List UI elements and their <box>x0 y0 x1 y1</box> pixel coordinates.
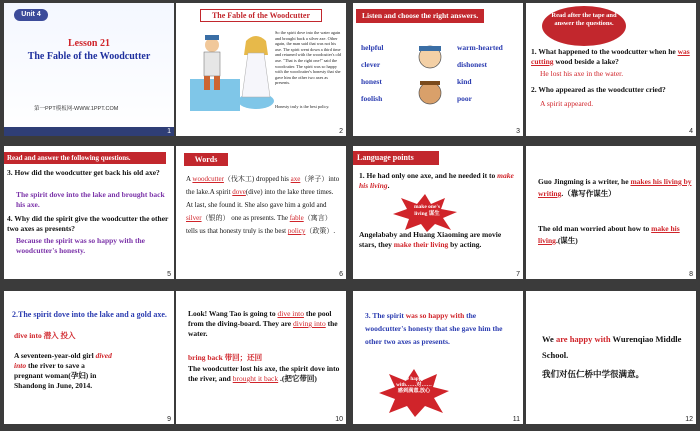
question-4: 4. Why did the spirit give the woodcutter the other two axes as presents? <box>7 214 169 233</box>
slide-header: Read and answer the following questions. <box>4 152 166 164</box>
slide-5[interactable] <box>4 146 174 279</box>
answer-option[interactable]: warm-hearted <box>457 43 503 52</box>
example-bring-back: The woodcutter lost his axe, the spirit dove into the river, and brought it back .(把它带回) <box>188 364 340 383</box>
slide-8[interactable] <box>526 146 696 279</box>
answer-option[interactable]: kind <box>457 77 472 86</box>
answer-3: The spirit dove into the lake and brought back his axe. <box>16 190 165 209</box>
point-1: 1. He had only one axe, and he needed it to make his living. <box>359 171 514 190</box>
story-text: So the spirit dove into the water again and brought back a silver axe. Other again, the man said that was not his axe. The spirit went down a third time and returned with the woodcutter's old axe. "That is the right one!" said the woodcutter. The spirit was so happy with the woodcutter's honesty that she gave him the other two axes as presents. <box>275 30 342 86</box>
answer-4: Because the spirit was so happy with the woodcutter's honesty. <box>16 236 145 255</box>
answer-list-left <box>361 43 384 104</box>
slide-number: 9 <box>167 416 171 423</box>
answer-option[interactable]: poor <box>457 94 472 103</box>
slide-header: Listen and choose the right answers. <box>356 9 484 23</box>
translation: 我们对伍仁桥中学很满意。 <box>542 369 645 379</box>
bring-back-meaning: bring back 带回；还回 <box>188 353 263 362</box>
site-credit: 第一PPT模板网-WWW.1PPT.COM <box>34 106 119 112</box>
slide-header: The Fable of the Woodcutter <box>200 9 322 22</box>
note-text: make one's living 谋生 <box>413 204 441 217</box>
moral-text: Honesty truly is the best policy. <box>275 104 330 109</box>
answer-option[interactable]: foolish <box>361 94 383 103</box>
slide-number: 8 <box>689 271 693 278</box>
slide-number: 7 <box>516 271 520 278</box>
words-paragraph: A woodcutter（伐木工) dropped his axe（斧子）into the lake.A spirit dove(dive) into the lake three times. At last, she found it. She also gave him a gold and silver（银的） one as presents. The fable（寓言）tells us that honesty truly is the best policy（政策）. <box>186 175 340 235</box>
slide-header: Language points <box>353 151 439 165</box>
lesson-title: Lesson 21 <box>68 38 110 49</box>
slide-number: 5 <box>167 271 171 278</box>
answer-option[interactable]: clever <box>361 60 381 69</box>
slide-9[interactable] <box>4 291 174 424</box>
slide-10[interactable] <box>176 291 346 424</box>
unit-badge: Unit 4 <box>14 9 48 21</box>
note-text: be happy with……对……感到满意,放心 <box>396 376 432 395</box>
slide-header: Words <box>184 153 228 166</box>
slide-number: 4 <box>689 128 693 135</box>
answer-list-right <box>457 43 503 104</box>
slide-number: 10 <box>335 416 343 423</box>
slide-3[interactable] <box>353 3 523 136</box>
slide-number: 11 <box>512 416 520 423</box>
slide-number: 1 <box>167 128 171 135</box>
character-faces-icon <box>409 43 451 113</box>
answer-option[interactable]: helpful <box>361 43 384 52</box>
question-1: 1. What happened to the woodcutter when he was cutting wood beside a lake? <box>531 47 690 66</box>
slide-number: 3 <box>516 128 520 135</box>
slide-header: Read after the tape and answer the questions. <box>542 6 626 46</box>
slide-12[interactable] <box>526 291 696 424</box>
spirit-illustration <box>236 31 276 111</box>
point-3: 3. The spirit was so happy with the woodcutter's honesty that she gave him the other two axes as presents. <box>365 311 503 346</box>
point-2: 2.The spirit dove into the lake and a gold axe. <box>12 310 167 319</box>
slide-11[interactable] <box>353 291 523 424</box>
sentence-2: The old man worried about how to make his living.(谋生) <box>538 224 680 245</box>
slide-7[interactable] <box>353 146 523 279</box>
woodcutter-illustration <box>190 31 240 111</box>
answer-option[interactable]: honest <box>361 77 382 86</box>
answer-1: He lost his axe in the water. <box>540 69 624 78</box>
slide-number: 6 <box>339 271 343 278</box>
answer-option[interactable]: dishonest <box>457 60 488 69</box>
footer-bar <box>4 127 174 136</box>
slide-2[interactable] <box>176 3 346 136</box>
answer-2: A spirit appeared. <box>540 99 594 108</box>
slide-6[interactable] <box>176 146 346 279</box>
example-dive: Look! Wang Tao is going to dive into the pool from the diving-board. They are diving into the water. <box>188 309 338 338</box>
question-2: 2. Who appeared as the woodcutter cried? <box>531 85 666 94</box>
question-3: 3. How did the woodcutter get back his old axe? <box>7 168 160 177</box>
example-1: Angelababy and Huang Xiaoming are movie stars, they make their living by acting. <box>359 230 502 249</box>
example-happy-with: We are happy with Wurenqiao Middle School. <box>542 334 682 360</box>
slide-number: 12 <box>685 416 693 423</box>
sentence-1: Guo Jingming is a writer, he makes his living by writing.（靠写作谋生） <box>538 177 692 198</box>
fable-title: The Fable of the Woodcutter <box>27 51 151 62</box>
slide-number: 2 <box>339 128 343 135</box>
point-2-meaning: dive into 潜入 投入 <box>14 331 76 340</box>
slide-4[interactable] <box>526 3 696 136</box>
example-text: A seventeen-year-old girl dived into the river to save a pregnant woman(孕妇) in Shandong in June, 2014. <box>14 351 112 390</box>
slide-1[interactable] <box>4 3 174 136</box>
